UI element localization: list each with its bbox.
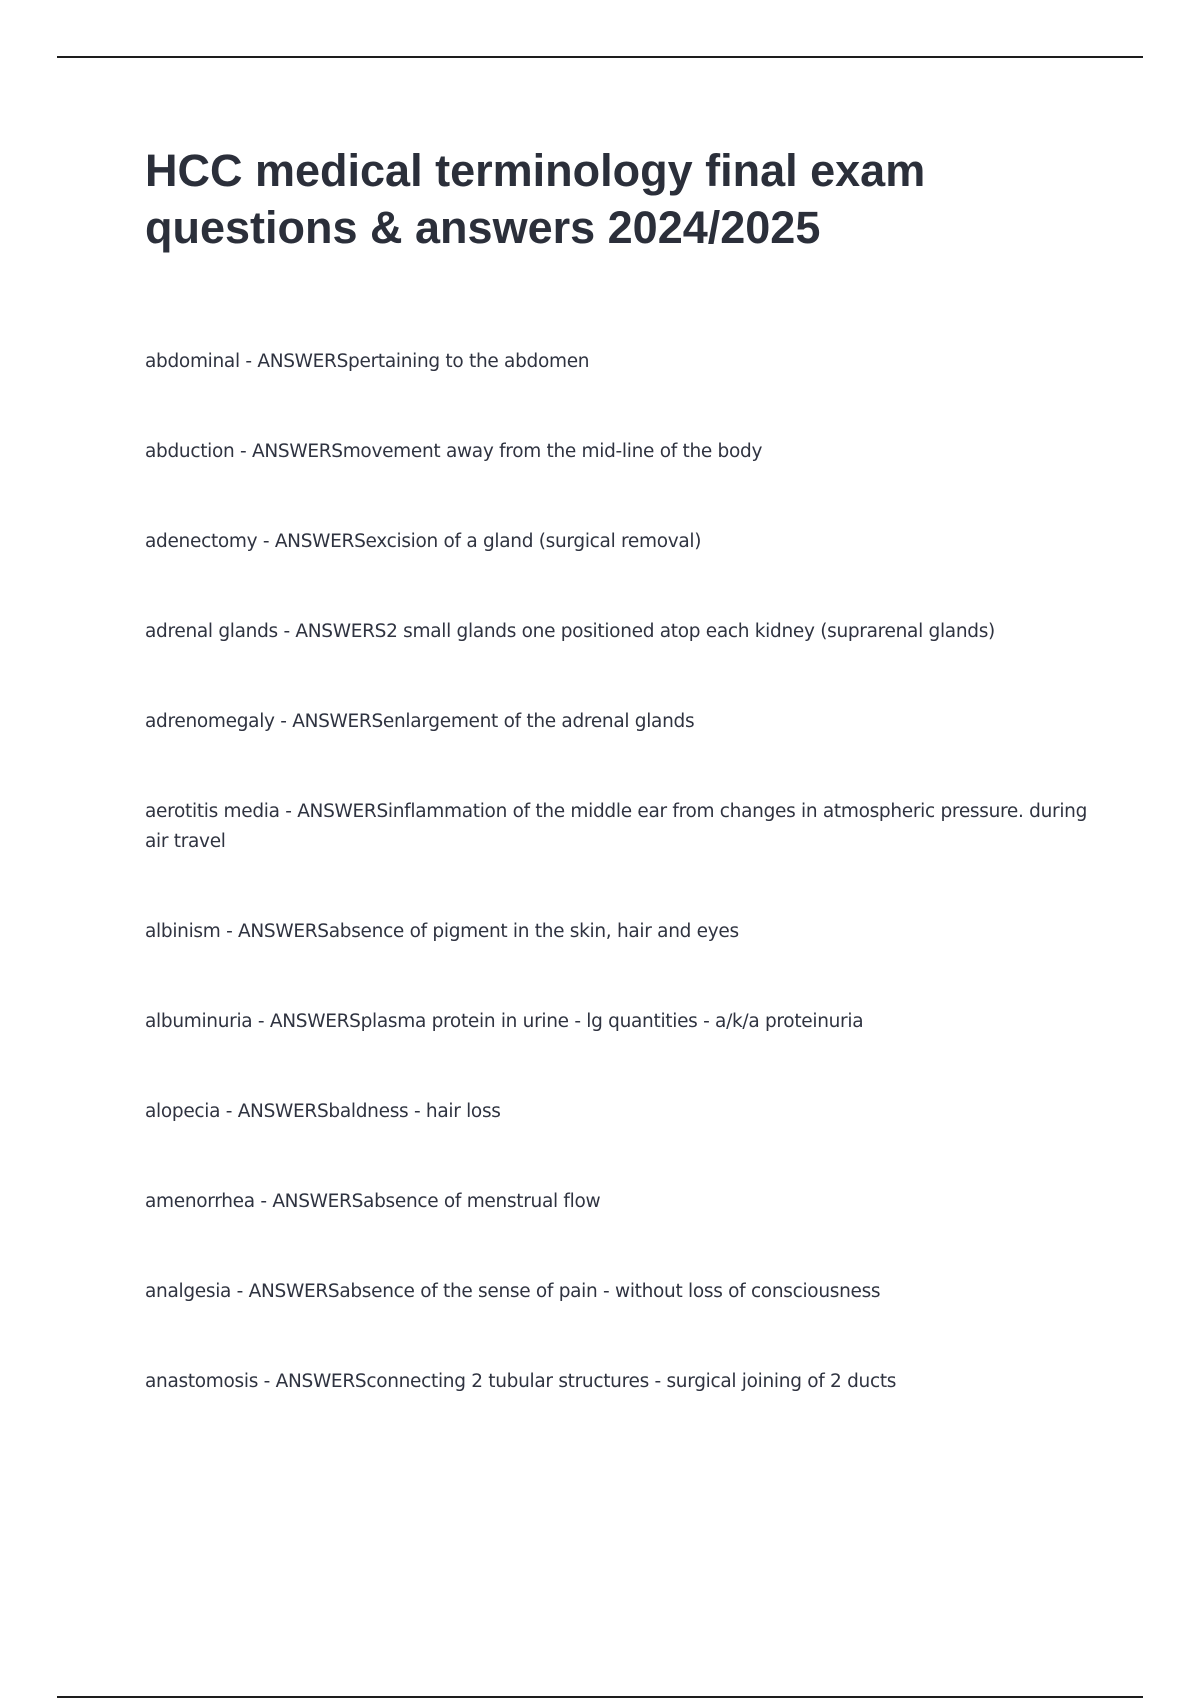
term-entry: anastomosis - ANSWERSconnecting 2 tubular structures - surgical joining of 2 ducts <box>145 1371 897 1392</box>
term-list <box>145 347 1095 1457</box>
term-entry: abduction - ANSWERSmovement away from the mid-line of the body <box>145 441 763 462</box>
term-entry: adrenomegaly - ANSWERSenlargement of the adrenal glands <box>145 711 695 732</box>
term-entry: adrenal glands - ANSWERS2 small glands one positioned atop each kidney (suprarenal glands) <box>145 621 995 642</box>
term-entry: aerotitis media - ANSWERSinflammation of the middle ear from changes in atmospheric pressure. during air travel <box>145 801 1088 852</box>
term-entry: alopecia - ANSWERSbaldness - hair loss <box>145 1101 501 1122</box>
bottom-divider <box>57 1696 1143 1698</box>
document-title: HCC medical terminology final exam questions & answers 2024/2025 <box>145 145 926 253</box>
term-entry: albuminuria - ANSWERSplasma protein in urine - lg quantities - a/k/a proteinuria <box>145 1011 864 1032</box>
top-divider <box>57 56 1143 58</box>
term-entry: albinism - ANSWERSabsence of pigment in the skin, hair and eyes <box>145 921 739 942</box>
term-entry: amenorrhea - ANSWERSabsence of menstrual flow <box>145 1191 601 1212</box>
term-entry: abdominal - ANSWERSpertaining to the abdomen <box>145 351 590 372</box>
term-entry: analgesia - ANSWERSabsence of the sense of pain - without loss of consciousness <box>145 1281 881 1302</box>
term-entry: adenectomy - ANSWERSexcision of a gland (surgical removal) <box>145 531 702 552</box>
